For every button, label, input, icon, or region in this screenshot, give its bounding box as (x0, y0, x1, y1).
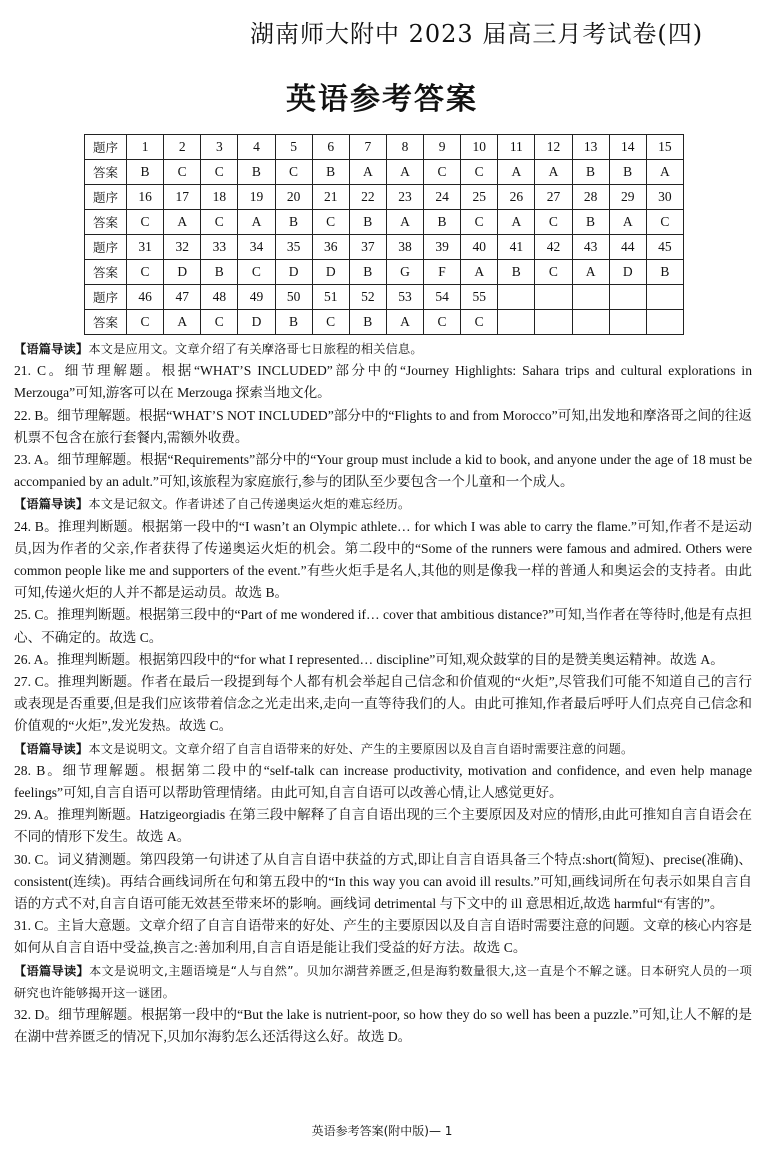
answer-cell: D (238, 310, 275, 335)
answer-cell: C (164, 160, 201, 185)
answer-cell: A (349, 160, 386, 185)
answer-cell: A (646, 160, 683, 185)
answer-explanation: 21. C。细节理解题。根据“WHAT’S INCLUDED”部分中的“Journey Highlights: Sahara trips and cultural explorations in Merzouga”可知,游客可以在 Merzouga 探索当地文化。 (14, 363, 752, 401)
explanations (14, 338, 752, 1049)
answer-cell: 13 (572, 135, 609, 160)
answer-cell: B (609, 160, 646, 185)
answer-cell (498, 285, 535, 310)
answer-cell: 35 (275, 235, 312, 260)
answer-cell: C (535, 210, 572, 235)
answer-cell: C (275, 160, 312, 185)
row-label: 答案 (85, 160, 127, 185)
answer-cell (609, 310, 646, 335)
answer-explanation: 30. C。词义猜测题。第四段第一句讲述了从自言自语中获益的方式,即让自言自语具备三个特点:short(简短)、precise(准确)、consistent(连续)。再结合画线词所在句和第五段中的“In this way you can avoid ill results.”可知,画线词所在句表示如果自言自语的方式不对,自言自语可能无效甚至带来坏的影响。画线词 detrimental 与下文中的 ill 意思相近,故选 harmful“有害的”。 (14, 851, 752, 912)
page-footer: 英语参考答案(附中版)— 1 (311, 1124, 453, 1138)
answer-cell: B (572, 210, 609, 235)
row-label: 题序 (85, 235, 127, 260)
answer-cell: B (572, 160, 609, 185)
answer-cell: B (275, 310, 312, 335)
answer-explanation: 29. A。推理判断题。Hatzigeorgiadis 在第三段中解释了自言自语出现的三个主要原因及对应的情形,由此可推知自言自语会在不同的情形下发生。故选 A。 (14, 807, 752, 845)
answer-cell: 3 (201, 135, 238, 160)
answer-cell: D (312, 260, 349, 285)
answer-cell: D (275, 260, 312, 285)
answer-cell: 24 (424, 185, 461, 210)
guide-text: 本文是应用文。文章介绍了有关摩洛哥七日旅程的相关信息。 (88, 342, 423, 356)
answer-cell: 6 (312, 135, 349, 160)
answer-cell: A (535, 160, 572, 185)
answer-cell: B (312, 160, 349, 185)
answer-cell: C (201, 160, 238, 185)
answer-cell: 1 (127, 135, 164, 160)
answer-cell: A (498, 210, 535, 235)
answer-table-row (85, 260, 684, 285)
answer-cell: 42 (535, 235, 572, 260)
answer-cell: C (127, 260, 164, 285)
answer-cell: 18 (201, 185, 238, 210)
answer-cell: 39 (424, 235, 461, 260)
guide-tag: 【语篇导读】 (14, 497, 89, 512)
answer-cell: 37 (349, 235, 386, 260)
passage-guide (14, 960, 752, 1004)
guide-text: 本文是说明文。文章介绍了自言自语带来的好处、产生的主要原因以及自言自语时需要注意的问题。 (88, 741, 634, 756)
answer-cell: 9 (424, 135, 461, 160)
answer-cell: 2 (164, 135, 201, 160)
answer-cell: 4 (238, 135, 275, 160)
row-label: 答案 (85, 260, 127, 285)
answer-cell: C (127, 210, 164, 235)
guide-text: 本文是记叙文。作者讲述了自己传递奥运火炬的难忘经历。 (88, 497, 411, 512)
answer-cell: 5 (275, 135, 312, 160)
guide-text: 本文是说明文,主题语境是“人与自然”。贝加尔湖营养匮乏,但是海豹数量很大,这一直是个不解之谜。日本研究人员的一项研究也许能够揭开这一谜团。 (14, 963, 752, 1000)
answer-cell: C (424, 160, 461, 185)
answer-cell: D (609, 260, 646, 285)
answer-cell: 52 (349, 285, 386, 310)
answer-cell: C (312, 310, 349, 335)
answer-cell: 10 (461, 135, 498, 160)
answer-cell: 53 (386, 285, 423, 310)
answer-cell: 54 (424, 285, 461, 310)
answer-cell: B (275, 210, 312, 235)
answer-cell: 33 (201, 235, 238, 260)
answer-cell: B (238, 160, 275, 185)
answer-cell: 43 (572, 235, 609, 260)
answer-cell: 44 (609, 235, 646, 260)
answer-cell: C (461, 310, 498, 335)
answer-cell: 41 (498, 235, 535, 260)
answer-explanation: 23. A。细节理解题。根据“Requirements”部分中的“Your group must include a kid to book, and anyone under the age of 18 must be accompanied by an adult.”可知,该旅程为家庭旅行,参与的团队至少要包含一个儿童和一个成人。 (14, 452, 752, 490)
answer-cell: A (609, 210, 646, 235)
answer-cell: 21 (312, 185, 349, 210)
answer-cell: B (201, 260, 238, 285)
exam-title: 湖南师大附中 2023 届高三月考试卷(四) (250, 20, 704, 48)
answer-cell: A (461, 260, 498, 285)
answer-cell: A (386, 160, 423, 185)
answer-cell: 30 (646, 185, 683, 210)
answer-cell (609, 285, 646, 310)
answer-cell: 14 (609, 135, 646, 160)
answer-cell: C (201, 310, 238, 335)
answer-cell: A (498, 160, 535, 185)
answer-cell: B (127, 160, 164, 185)
answer-explanation: 24. B。推理判断题。根据第一段中的“I wasn’t an Olympic athlete… for which I was able to carry the flame.”可知,作者不是运动员,因为作者的父亲,作者获得了传递奥运火炬的机会。第二段中的“Some of the runners were famous and admired. Others were common people like me and supporters of the event.”有些火炬手是名人,其他的则是像我一样的普通人和奥运会的支持者。由此可知,传递火炬的人并不都是运动员。故选 B。 (14, 518, 752, 601)
answer-cell: 48 (201, 285, 238, 310)
answer-cell: A (386, 310, 423, 335)
row-label: 题序 (85, 285, 127, 310)
answer-table-row (85, 160, 684, 185)
answer-cell: C (201, 210, 238, 235)
row-label: 题序 (85, 185, 127, 210)
answer-cell (572, 285, 609, 310)
answer-table-row (85, 285, 684, 310)
answer-cell: 26 (498, 185, 535, 210)
guide-tag: 【语篇导读】 (14, 741, 89, 756)
answer-cell: C (535, 260, 572, 285)
row-label: 答案 (85, 210, 127, 235)
answer-cell (535, 310, 572, 335)
answer-cell: A (386, 210, 423, 235)
answer-cell: A (238, 210, 275, 235)
answer-cell: 23 (386, 185, 423, 210)
answer-cell: 16 (127, 185, 164, 210)
answer-cell: B (424, 210, 461, 235)
answer-cell: 31 (127, 235, 164, 260)
passage-guide (14, 493, 752, 515)
answer-cell: 51 (312, 285, 349, 310)
answer-explanation: 28. B。细节理解题。根据第二段中的“self-talk can increase productivity, motivation and confidence, and even help manage feelings”可知,自言自语可以帮助管理情绪。由此可知,自言自语可以改善心情,让人感觉更好。 (14, 762, 752, 801)
row-label: 答案 (85, 310, 127, 335)
passage-guide (14, 738, 752, 760)
answer-cell: 20 (275, 185, 312, 210)
answer-table-row (85, 185, 684, 210)
answer-cell: 38 (386, 235, 423, 260)
answer-cell: 45 (646, 235, 683, 260)
answer-cell: D (164, 260, 201, 285)
answer-cell: A (164, 310, 201, 335)
answer-table-row (85, 310, 684, 335)
answer-cell: 32 (164, 235, 201, 260)
answer-explanation: 26. A。推理判断题。根据第四段中的“for what I represented… discipline”可知,观众鼓掌的目的是赞美奥运精神。故选 A。 (14, 651, 724, 667)
answer-cell (646, 285, 683, 310)
answer-cell: 49 (238, 285, 275, 310)
guide-tag: 【语篇导读】 (14, 342, 89, 356)
answer-cell: B (349, 260, 386, 285)
answer-cell: C (238, 260, 275, 285)
answer-table (84, 134, 684, 335)
answer-cell: 12 (535, 135, 572, 160)
answer-key-heading: 英语参考答案 (286, 82, 478, 117)
answer-cell: C (461, 210, 498, 235)
answer-cell: 11 (498, 135, 535, 160)
answer-cell (498, 310, 535, 335)
passage-guide (14, 338, 752, 360)
answer-cell: B (498, 260, 535, 285)
answer-explanation: 31. C。主旨大意题。文章介绍了自言自语带来的好处、产生的主要原因以及自言自语时需要注意的问题。文章的核心内容是如何从自言自语中受益,换言之:善加利用,自言自语是能让我们受益的好方法。故选 C。 (14, 918, 752, 956)
answer-cell (572, 310, 609, 335)
answer-cell: 50 (275, 285, 312, 310)
answer-cell: 47 (164, 285, 201, 310)
answer-cell: 15 (646, 135, 683, 160)
answer-cell: A (572, 260, 609, 285)
answer-table-row (85, 210, 684, 235)
answer-cell: F (424, 260, 461, 285)
answer-table-row (85, 135, 684, 160)
answer-cell: 25 (461, 185, 498, 210)
answer-cell: 55 (461, 285, 498, 310)
answer-explanation: 22. B。细节理解题。根据“WHAT’S NOT INCLUDED”部分中的“Flights to and from Morocco”可知,出发地和摩洛哥之间的往返机票不包含在旅行套餐内,需额外收费。 (14, 407, 752, 445)
answer-cell: C (646, 210, 683, 235)
row-label: 题序 (85, 135, 127, 160)
answer-cell: 28 (572, 185, 609, 210)
answer-cell: 34 (238, 235, 275, 260)
answer-cell: C (424, 310, 461, 335)
answer-cell: C (461, 160, 498, 185)
answer-cell: 8 (386, 135, 423, 160)
answer-explanation: 27. C。推理判断题。作者在最后一段提到每个人都有机会举起自己信念和价值观的“火炬”,尽管我们可能不知道自己的言行或表现是否重要,但是我们应该带着信念之光走出来,走向一直等待我们的人。由此可推知,作者最后呼吁人们点亮自己信念和价值观的“火炬”,发光发热。故选 C。 (14, 674, 752, 734)
answer-cell: 22 (349, 185, 386, 210)
answer-cell: A (164, 210, 201, 235)
answer-cell: B (646, 260, 683, 285)
answer-cell: 40 (461, 235, 498, 260)
answer-cell: B (349, 310, 386, 335)
answer-cell: 46 (127, 285, 164, 310)
answer-cell: G (386, 260, 423, 285)
answer-explanation: 32. D。细节理解题。根据第一段中的“But the lake is nutrient-poor, so how they do so well has been a puzzle.”可知,让人不解的是在湖中营养匮乏的情况下,贝加尔海豹怎么还活得这么好。故选 D。 (14, 1007, 752, 1045)
answer-cell: 36 (312, 235, 349, 260)
answer-cell: 29 (609, 185, 646, 210)
answer-cell: 17 (164, 185, 201, 210)
guide-tag: 【语篇导读】 (14, 963, 89, 978)
answer-cell: C (312, 210, 349, 235)
answer-explanation: 25. C。推理判断题。根据第三段中的“Part of me wondered if… cover that ambitious distance?”可知,当作者在等待时,他是有点担心、不确定的。故选 C。 (14, 607, 752, 645)
answer-table-row (85, 235, 684, 260)
answer-cell: 7 (349, 135, 386, 160)
answer-cell: B (349, 210, 386, 235)
answer-cell: 19 (238, 185, 275, 210)
answer-cell: C (127, 310, 164, 335)
answer-cell: 27 (535, 185, 572, 210)
answer-cell (535, 285, 572, 310)
answer-cell (646, 310, 683, 335)
